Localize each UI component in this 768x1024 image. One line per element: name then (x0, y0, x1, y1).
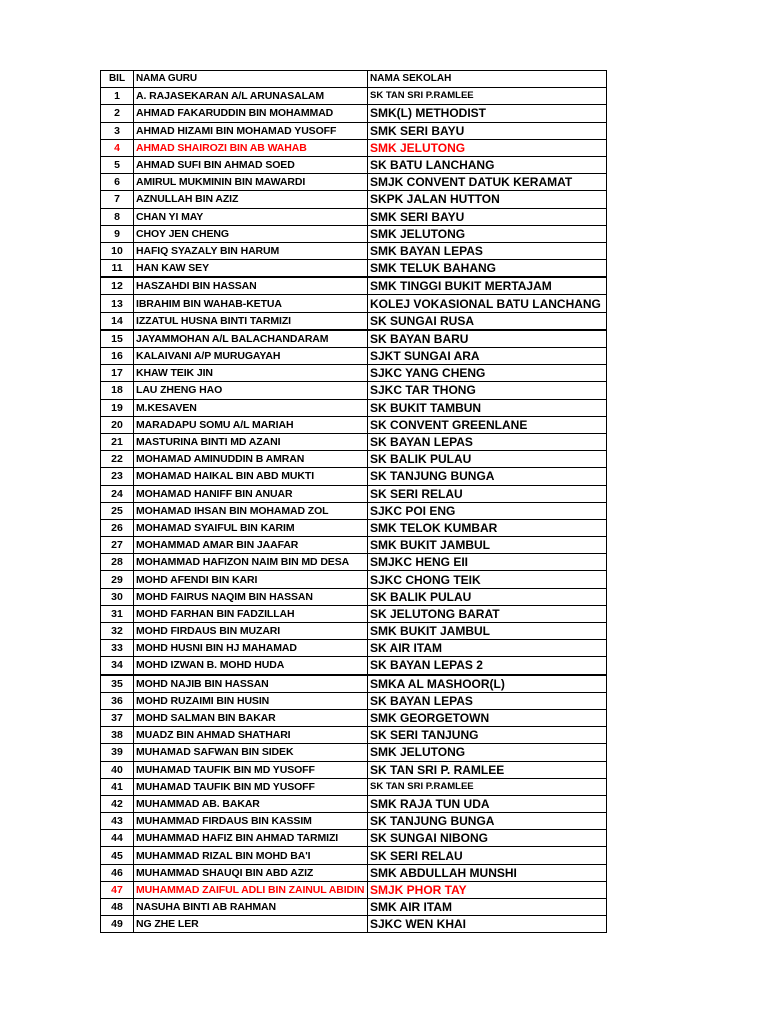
cell-bil: 5 (101, 156, 134, 173)
cell-nama-sekolah: SJKC YANG CHENG (368, 365, 607, 382)
table-row (101, 485, 607, 502)
cell-nama-sekolah: SMK BUKIT JAMBUL (368, 537, 607, 554)
cell-nama-guru: AHMAD FAKARUDDIN BIN MOHAMMAD (134, 105, 368, 122)
cell-bil: 30 (101, 588, 134, 605)
cell-nama-sekolah: SK CONVENT GREENLANE (368, 416, 607, 433)
table-row (101, 571, 607, 588)
cell-nama-guru: IBRAHIM BIN WAHAB-KETUA (134, 295, 368, 312)
table-row (101, 881, 607, 898)
cell-nama-guru: AHMAD SHAIROZI BIN AB WAHAB (134, 139, 368, 156)
cell-bil: 2 (101, 105, 134, 122)
header-nama-sekolah: NAMA SEKOLAH (368, 71, 607, 88)
cell-bil: 13 (101, 295, 134, 312)
cell-bil: 47 (101, 881, 134, 898)
cell-bil: 10 (101, 242, 134, 259)
cell-nama-sekolah: SJKC WEN KHAI (368, 916, 607, 933)
cell-nama-sekolah: SK BAYAN LEPAS (368, 433, 607, 450)
table-header-row (101, 71, 607, 88)
cell-bil: 35 (101, 675, 134, 693)
cell-nama-guru: AHMAD SUFI BIN AHMAD SOED (134, 156, 368, 173)
cell-nama-guru: MOHAMAD AMINUDDIN B AMRAN (134, 451, 368, 468)
table-row (101, 709, 607, 726)
cell-nama-guru: IZZATUL HUSNA BINTI TARMIZI (134, 312, 368, 330)
table-row (101, 657, 607, 675)
cell-bil: 34 (101, 657, 134, 675)
table-row (101, 451, 607, 468)
cell-nama-guru: MUHAMMAD AB. BAKAR (134, 795, 368, 812)
cell-nama-guru: MOHAMMAD HAFIZON NAIM BIN MD DESA (134, 554, 368, 571)
table-row (101, 761, 607, 778)
table-row (101, 416, 607, 433)
cell-bil: 28 (101, 554, 134, 571)
table-row (101, 588, 607, 605)
table-row (101, 242, 607, 259)
cell-nama-sekolah: KOLEJ VOKASIONAL BATU LANCHANG (368, 295, 607, 312)
table-row (101, 554, 607, 571)
cell-nama-guru: MOHD SALMAN BIN BAKAR (134, 709, 368, 726)
table-row (101, 348, 607, 365)
table-row (101, 295, 607, 312)
cell-nama-guru: CHOY JEN CHENG (134, 225, 368, 242)
cell-nama-guru: MOHAMAD HANIFF BIN ANUAR (134, 485, 368, 502)
cell-nama-sekolah: SMKA AL MASHOOR(L) (368, 675, 607, 693)
cell-nama-sekolah: SMK TINGGI BUKIT MERTAJAM (368, 277, 607, 295)
cell-nama-guru: HAN KAW SEY (134, 260, 368, 278)
cell-nama-guru: MOHD AFENDI BIN KARI (134, 571, 368, 588)
table-row (101, 174, 607, 191)
cell-nama-sekolah: SK BAYAN LEPAS (368, 692, 607, 709)
cell-nama-guru: LAU ZHENG HAO (134, 382, 368, 399)
table-row (101, 899, 607, 916)
table-row (101, 105, 607, 122)
cell-nama-guru: MUHAMAD TAUFIK BIN MD YUSOFF (134, 761, 368, 778)
cell-nama-sekolah: SK BALIK PULAU (368, 451, 607, 468)
cell-bil: 49 (101, 916, 134, 933)
cell-nama-guru: NG ZHE LER (134, 916, 368, 933)
cell-nama-sekolah: SK SERI RELAU (368, 485, 607, 502)
table-row (101, 330, 607, 348)
table-row (101, 260, 607, 278)
cell-nama-sekolah: SK TANJUNG BUNGA (368, 468, 607, 485)
cell-bil: 8 (101, 208, 134, 225)
cell-nama-sekolah: SJKC POI ENG (368, 502, 607, 519)
cell-nama-sekolah: SK BAYAN LEPAS 2 (368, 657, 607, 675)
cell-nama-sekolah: SK TAN SRI P.RAMLEE (368, 778, 607, 795)
cell-nama-sekolah: SJKT SUNGAI ARA (368, 348, 607, 365)
cell-nama-sekolah: SMK(L) METHODIST (368, 105, 607, 122)
cell-bil: 39 (101, 744, 134, 761)
cell-bil: 21 (101, 433, 134, 450)
cell-nama-guru: MOHAMAD IHSAN BIN MOHAMAD ZOL (134, 502, 368, 519)
table-row (101, 778, 607, 795)
cell-nama-guru: MUHAMAD TAUFIK BIN MD YUSOFF (134, 778, 368, 795)
cell-nama-guru: KHAW TEIK JIN (134, 365, 368, 382)
cell-bil: 42 (101, 795, 134, 812)
table-row (101, 847, 607, 864)
cell-nama-guru: HAFIQ SYAZALY BIN HARUM (134, 242, 368, 259)
table-row (101, 675, 607, 693)
cell-nama-sekolah: SK BAYAN BARU (368, 330, 607, 348)
cell-bil: 33 (101, 640, 134, 657)
table-row (101, 605, 607, 622)
cell-nama-sekolah: SK BATU LANCHANG (368, 156, 607, 173)
table-row (101, 916, 607, 933)
cell-nama-sekolah: SK SERI TANJUNG (368, 727, 607, 744)
cell-nama-sekolah: SJKC CHONG TEIK (368, 571, 607, 588)
cell-nama-guru: NASUHA BINTI AB RAHMAN (134, 899, 368, 916)
cell-nama-guru: MUHAMMAD FIRDAUS BIN KASSIM (134, 813, 368, 830)
cell-nama-sekolah: SK BUKIT TAMBUN (368, 399, 607, 416)
cell-bil: 37 (101, 709, 134, 726)
cell-bil: 19 (101, 399, 134, 416)
cell-bil: 11 (101, 260, 134, 278)
cell-bil: 32 (101, 623, 134, 640)
cell-nama-guru: HASZAHDI BIN HASSAN (134, 277, 368, 295)
table-row (101, 208, 607, 225)
cell-nama-guru: MOHD FARHAN BIN FADZILLAH (134, 605, 368, 622)
cell-nama-guru: AMIRUL MUKMININ BIN MAWARDI (134, 174, 368, 191)
table-row (101, 727, 607, 744)
cell-bil: 14 (101, 312, 134, 330)
cell-nama-guru: MUHAMMAD ZAIFUL ADLI BIN ZAINUL ABIDIN (134, 881, 368, 898)
table-row (101, 502, 607, 519)
header-nama-guru: NAMA GURU (134, 71, 368, 88)
cell-bil: 36 (101, 692, 134, 709)
table-row (101, 623, 607, 640)
cell-nama-sekolah: SMK TELOK KUMBAR (368, 519, 607, 536)
cell-bil: 24 (101, 485, 134, 502)
cell-nama-guru: M.KESAVEN (134, 399, 368, 416)
cell-bil: 41 (101, 778, 134, 795)
cell-nama-sekolah: SKPK JALAN HUTTON (368, 191, 607, 208)
cell-nama-sekolah: SK SUNGAI NIBONG (368, 830, 607, 847)
cell-nama-guru: AHMAD HIZAMI BIN MOHAMAD YUSOFF (134, 122, 368, 139)
cell-nama-sekolah: SMK JELUTONG (368, 139, 607, 156)
cell-nama-guru: MUHAMAD SAFWAN BIN SIDEK (134, 744, 368, 761)
cell-nama-guru: MOHD IZWAN B. MOHD HUDA (134, 657, 368, 675)
table-row (101, 640, 607, 657)
cell-nama-guru: CHAN YI MAY (134, 208, 368, 225)
cell-nama-sekolah: SMJKC HENG EII (368, 554, 607, 571)
cell-nama-sekolah: SK BALIK PULAU (368, 588, 607, 605)
cell-nama-guru: MOHAMAD HAIKAL BIN ABD MUKTI (134, 468, 368, 485)
cell-nama-guru: JAYAMMOHAN A/L BALACHANDARAM (134, 330, 368, 348)
cell-nama-sekolah: SK TAN SRI P.RAMLEE (368, 88, 607, 105)
cell-bil: 16 (101, 348, 134, 365)
cell-bil: 29 (101, 571, 134, 588)
cell-bil: 45 (101, 847, 134, 864)
cell-nama-guru: MOHAMAD SYAIFUL BIN KARIM (134, 519, 368, 536)
cell-bil: 22 (101, 451, 134, 468)
cell-bil: 43 (101, 813, 134, 830)
cell-nama-sekolah: SMK GEORGETOWN (368, 709, 607, 726)
cell-nama-sekolah: SMK AIR ITAM (368, 899, 607, 916)
cell-nama-guru: MOHD RUZAIMI BIN HUSIN (134, 692, 368, 709)
table-row (101, 277, 607, 295)
table-row (101, 864, 607, 881)
table-row (101, 813, 607, 830)
cell-nama-guru: AZNULLAH BIN AZIZ (134, 191, 368, 208)
cell-nama-sekolah: SMK BUKIT JAMBUL (368, 623, 607, 640)
cell-nama-guru: MOHD HUSNI BIN HJ MAHAMAD (134, 640, 368, 657)
cell-nama-sekolah: SMK RAJA TUN UDA (368, 795, 607, 812)
cell-nama-sekolah: SJKC TAR THONG (368, 382, 607, 399)
table-row (101, 744, 607, 761)
cell-nama-sekolah: SMK BAYAN LEPAS (368, 242, 607, 259)
cell-nama-guru: MUADZ BIN AHMAD SHATHARI (134, 727, 368, 744)
table-row (101, 519, 607, 536)
cell-nama-sekolah: SK AIR ITAM (368, 640, 607, 657)
table-row (101, 122, 607, 139)
teacher-list-table (100, 70, 607, 933)
table-row (101, 537, 607, 554)
cell-bil: 26 (101, 519, 134, 536)
table-row (101, 191, 607, 208)
cell-bil: 23 (101, 468, 134, 485)
cell-nama-sekolah: SK TANJUNG BUNGA (368, 813, 607, 830)
cell-bil: 48 (101, 899, 134, 916)
table-row (101, 156, 607, 173)
table-row (101, 88, 607, 105)
cell-bil: 3 (101, 122, 134, 139)
cell-bil: 31 (101, 605, 134, 622)
cell-nama-guru: MOHD FAIRUS NAQIM BIN HASSAN (134, 588, 368, 605)
cell-bil: 20 (101, 416, 134, 433)
cell-nama-guru: KALAIVANI A/P MURUGAYAH (134, 348, 368, 365)
table-row (101, 692, 607, 709)
cell-nama-sekolah: SMK SERI BAYU (368, 122, 607, 139)
cell-bil: 6 (101, 174, 134, 191)
table-row (101, 433, 607, 450)
table-row (101, 830, 607, 847)
cell-bil: 17 (101, 365, 134, 382)
cell-nama-guru: A. RAJASEKARAN A/L ARUNASALAM (134, 88, 368, 105)
cell-nama-sekolah: SK SUNGAI RUSA (368, 312, 607, 330)
cell-nama-guru: MOHD FIRDAUS BIN MUZARI (134, 623, 368, 640)
cell-bil: 46 (101, 864, 134, 881)
cell-nama-sekolah: SK JELUTONG BARAT (368, 605, 607, 622)
cell-bil: 40 (101, 761, 134, 778)
cell-bil: 18 (101, 382, 134, 399)
cell-nama-guru: MUHAMMAD RIZAL BIN MOHD BA'I (134, 847, 368, 864)
cell-bil: 44 (101, 830, 134, 847)
cell-nama-guru: MARADAPU SOMU A/L MARIAH (134, 416, 368, 433)
cell-bil: 25 (101, 502, 134, 519)
table-row (101, 795, 607, 812)
cell-bil: 9 (101, 225, 134, 242)
cell-nama-sekolah: SMK SERI BAYU (368, 208, 607, 225)
cell-nama-sekolah: SMJK PHOR TAY (368, 881, 607, 898)
cell-nama-sekolah: SMK JELUTONG (368, 744, 607, 761)
table-row (101, 468, 607, 485)
cell-bil: 7 (101, 191, 134, 208)
cell-nama-guru: MASTURINA BINTI MD AZANI (134, 433, 368, 450)
table-row (101, 382, 607, 399)
cell-bil: 38 (101, 727, 134, 744)
cell-nama-guru: MOHD NAJIB BIN HASSAN (134, 675, 368, 693)
cell-bil: 15 (101, 330, 134, 348)
header-bil: BIL (101, 71, 134, 88)
cell-nama-sekolah: SMK TELUK BAHANG (368, 260, 607, 278)
cell-nama-guru: MUHAMMAD HAFIZ BIN AHMAD TARMIZI (134, 830, 368, 847)
table-row (101, 225, 607, 242)
cell-nama-guru: MOHAMMAD AMAR BIN JAAFAR (134, 537, 368, 554)
table-row (101, 365, 607, 382)
cell-nama-sekolah: SMJK CONVENT DATUK KERAMAT (368, 174, 607, 191)
cell-bil: 27 (101, 537, 134, 554)
table-row (101, 139, 607, 156)
cell-nama-sekolah: SMK ABDULLAH MUNSHI (368, 864, 607, 881)
cell-bil: 1 (101, 88, 134, 105)
table-row (101, 312, 607, 330)
cell-bil: 4 (101, 139, 134, 156)
cell-nama-sekolah: SK TAN SRI P. RAMLEE (368, 761, 607, 778)
cell-bil: 12 (101, 277, 134, 295)
cell-nama-sekolah: SMK JELUTONG (368, 225, 607, 242)
cell-nama-sekolah: SK SERI RELAU (368, 847, 607, 864)
table-row (101, 399, 607, 416)
cell-nama-guru: MUHAMMAD SHAUQI BIN ABD AZIZ (134, 864, 368, 881)
